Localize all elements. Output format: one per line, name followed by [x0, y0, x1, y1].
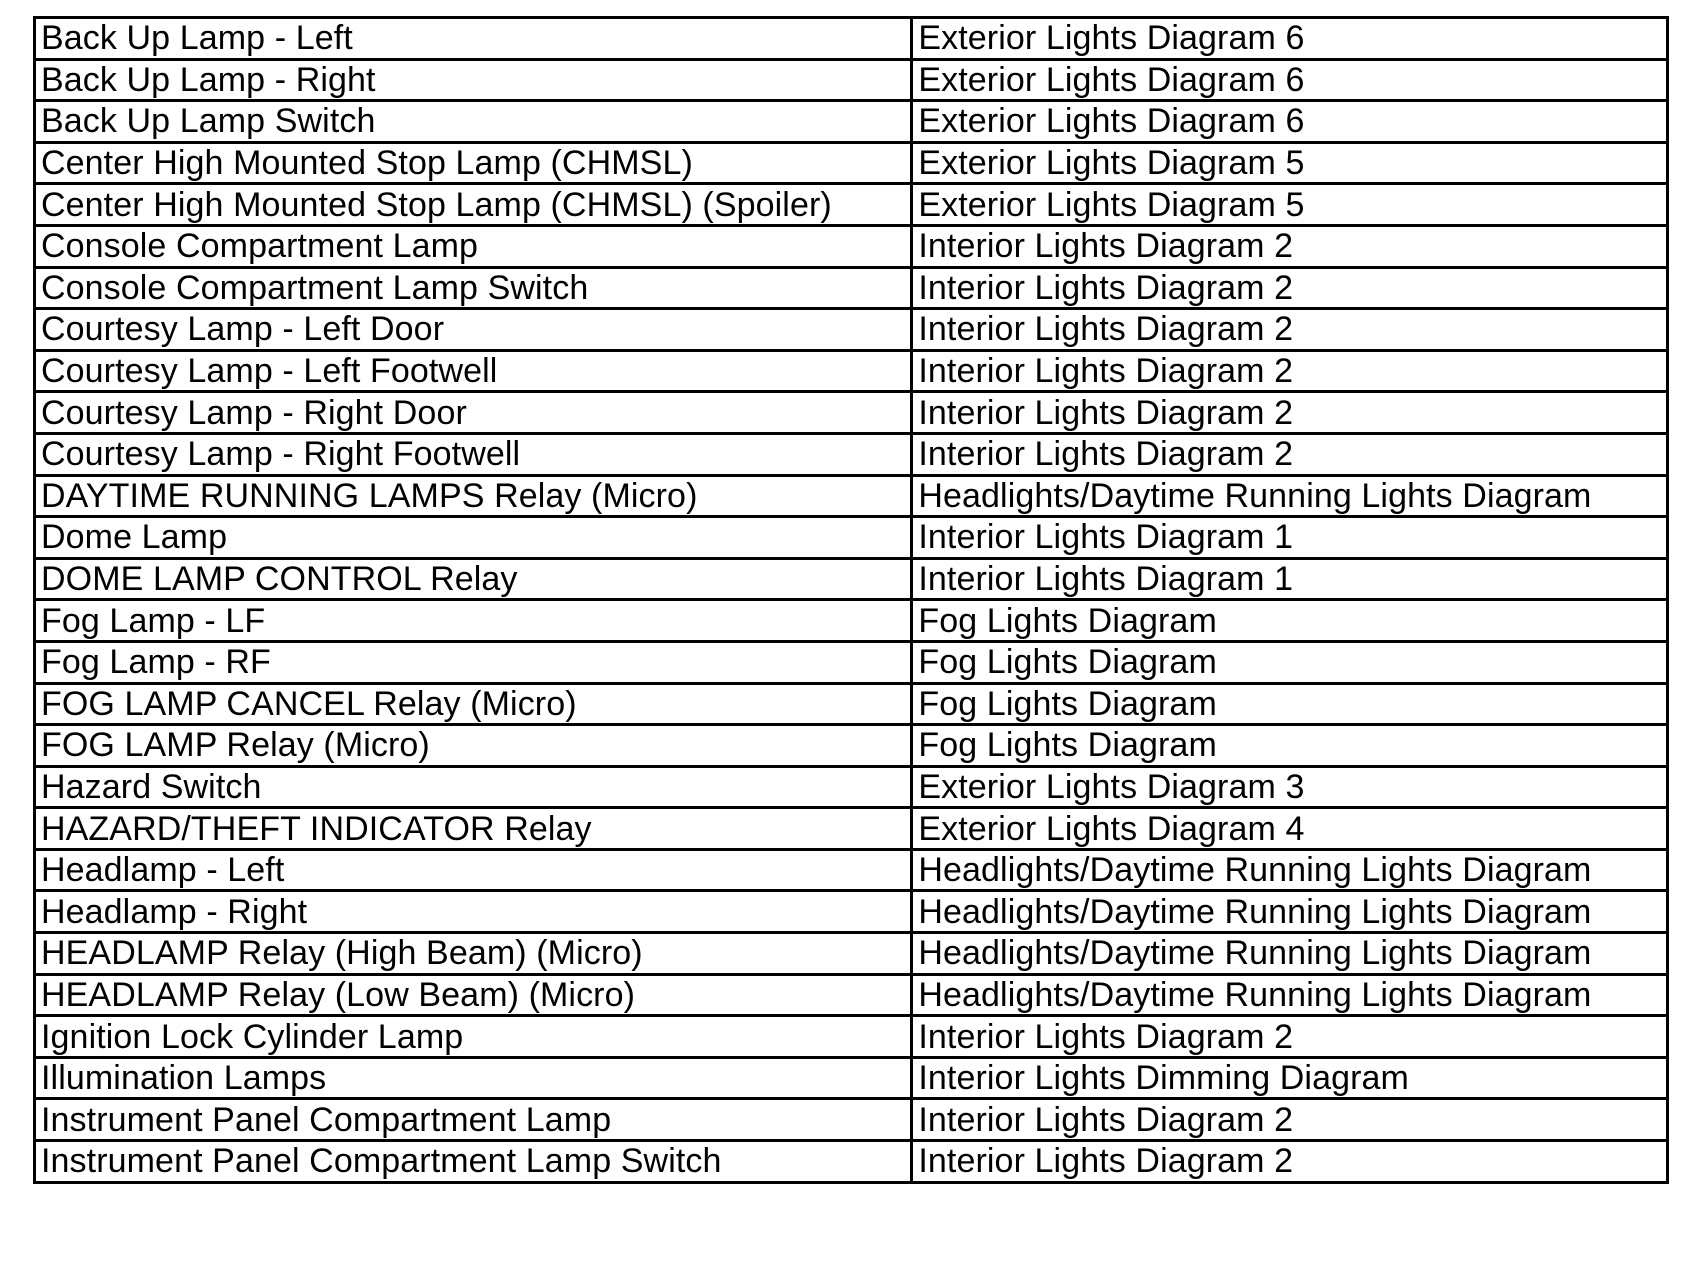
- table-row: [35, 641, 1668, 683]
- table-row: [35, 766, 1668, 808]
- component-name-cell: FOG LAMP CANCEL Relay (Micro): [35, 683, 912, 725]
- component-name-cell: Courtesy Lamp - Right Door: [35, 392, 912, 434]
- diagram-reference-cell: Headlights/Daytime Running Lights Diagram: [912, 974, 1668, 1016]
- table-row: [35, 225, 1668, 267]
- diagram-reference-cell: Interior Lights Diagram 1: [912, 558, 1668, 600]
- component-name-cell: Back Up Lamp - Right: [35, 59, 912, 101]
- table-row: [35, 101, 1668, 143]
- table-row: [35, 433, 1668, 475]
- component-name-cell: DAYTIME RUNNING LAMPS Relay (Micro): [35, 475, 912, 517]
- table-row: [35, 309, 1668, 351]
- diagram-reference-cell: Headlights/Daytime Running Lights Diagram: [912, 475, 1668, 517]
- diagram-reference-cell: Interior Lights Diagram 2: [912, 267, 1668, 309]
- component-name-cell: Center High Mounted Stop Lamp (CHMSL) (Spoiler): [35, 184, 912, 226]
- component-name-cell: HEADLAMP Relay (High Beam) (Micro): [35, 933, 912, 975]
- table-row: [35, 600, 1668, 642]
- diagram-reference-cell: Exterior Lights Diagram 6: [912, 59, 1668, 101]
- table-row: [35, 725, 1668, 767]
- component-name-cell: HAZARD/THEFT INDICATOR Relay: [35, 808, 912, 850]
- diagram-reference-cell: Interior Lights Diagram 2: [912, 392, 1668, 434]
- diagram-reference-cell: Exterior Lights Diagram 5: [912, 184, 1668, 226]
- table-row: [35, 1141, 1668, 1183]
- component-name-cell: Dome Lamp: [35, 517, 912, 559]
- table-row: [35, 683, 1668, 725]
- table-row: [35, 267, 1668, 309]
- table-row: [35, 475, 1668, 517]
- component-name-cell: Hazard Switch: [35, 766, 912, 808]
- component-name-cell: Courtesy Lamp - Left Footwell: [35, 350, 912, 392]
- diagram-reference-cell: Interior Lights Diagram 2: [912, 309, 1668, 351]
- component-name-cell: Console Compartment Lamp: [35, 225, 912, 267]
- table-row: [35, 1057, 1668, 1099]
- diagram-reference-cell: Exterior Lights Diagram 5: [912, 142, 1668, 184]
- diagram-reference-cell: Headlights/Daytime Running Lights Diagram: [912, 849, 1668, 891]
- table-row: [35, 891, 1668, 933]
- component-name-cell: DOME LAMP CONTROL Relay: [35, 558, 912, 600]
- diagram-reference-cell: Interior Lights Diagram 1: [912, 517, 1668, 559]
- diagram-reference-cell: Fog Lights Diagram: [912, 641, 1668, 683]
- diagram-reference-cell: Fog Lights Diagram: [912, 600, 1668, 642]
- component-name-cell: Back Up Lamp Switch: [35, 101, 912, 143]
- component-locator-table: [33, 16, 1669, 1184]
- component-name-cell: Courtesy Lamp - Left Door: [35, 309, 912, 351]
- table-row: [35, 1099, 1668, 1141]
- diagram-reference-cell: Fog Lights Diagram: [912, 725, 1668, 767]
- table-row: [35, 18, 1668, 60]
- component-name-cell: Fog Lamp - LF: [35, 600, 912, 642]
- component-name-cell: Fog Lamp - RF: [35, 641, 912, 683]
- component-name-cell: Illumination Lamps: [35, 1057, 912, 1099]
- component-name-cell: Courtesy Lamp - Right Footwell: [35, 433, 912, 475]
- table-row: [35, 184, 1668, 226]
- table-row: [35, 142, 1668, 184]
- component-name-cell: HEADLAMP Relay (Low Beam) (Micro): [35, 974, 912, 1016]
- table-row: [35, 974, 1668, 1016]
- table-row: [35, 1016, 1668, 1058]
- component-name-cell: Console Compartment Lamp Switch: [35, 267, 912, 309]
- table-row: [35, 849, 1668, 891]
- component-name-cell: Headlamp - Left: [35, 849, 912, 891]
- diagram-reference-cell: Interior Lights Diagram 2: [912, 1099, 1668, 1141]
- diagram-reference-cell: Exterior Lights Diagram 4: [912, 808, 1668, 850]
- diagram-reference-cell: Exterior Lights Diagram 6: [912, 18, 1668, 60]
- table-row: [35, 517, 1668, 559]
- component-name-cell: Headlamp - Right: [35, 891, 912, 933]
- diagram-reference-cell: Interior Lights Diagram 2: [912, 225, 1668, 267]
- diagram-reference-cell: Exterior Lights Diagram 3: [912, 766, 1668, 808]
- diagram-reference-cell: Fog Lights Diagram: [912, 683, 1668, 725]
- diagram-reference-cell: Interior Lights Diagram 2: [912, 1141, 1668, 1183]
- component-name-cell: Center High Mounted Stop Lamp (CHMSL): [35, 142, 912, 184]
- component-name-cell: Back Up Lamp - Left: [35, 18, 912, 60]
- table-row: [35, 933, 1668, 975]
- table-row: [35, 558, 1668, 600]
- component-name-cell: Ignition Lock Cylinder Lamp: [35, 1016, 912, 1058]
- component-name-cell: Instrument Panel Compartment Lamp Switch: [35, 1141, 912, 1183]
- diagram-reference-cell: Exterior Lights Diagram 6: [912, 101, 1668, 143]
- component-name-cell: FOG LAMP Relay (Micro): [35, 725, 912, 767]
- table-row: [35, 59, 1668, 101]
- table-row: [35, 392, 1668, 434]
- table-row: [35, 808, 1668, 850]
- diagram-reference-cell: Headlights/Daytime Running Lights Diagram: [912, 891, 1668, 933]
- table-row: [35, 350, 1668, 392]
- diagram-reference-cell: Interior Lights Diagram 2: [912, 433, 1668, 475]
- diagram-reference-cell: Interior Lights Diagram 2: [912, 350, 1668, 392]
- table-body: [35, 18, 1668, 1183]
- component-name-cell: Instrument Panel Compartment Lamp: [35, 1099, 912, 1141]
- diagram-reference-cell: Interior Lights Diagram 2: [912, 1016, 1668, 1058]
- diagram-reference-cell: Interior Lights Dimming Diagram: [912, 1057, 1668, 1099]
- diagram-reference-cell: Headlights/Daytime Running Lights Diagram: [912, 933, 1668, 975]
